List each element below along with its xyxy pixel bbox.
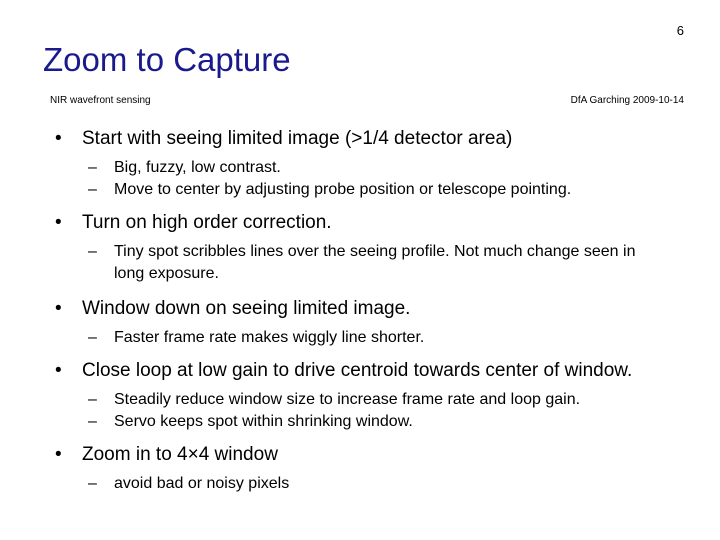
sub-item-text: avoid bad or noisy pixels <box>114 475 290 492</box>
bullet-item <box>55 209 695 285</box>
dash-mark: – <box>88 413 97 430</box>
bullet-item <box>55 357 695 433</box>
bullet-text: Turn on high order correction. <box>82 212 332 233</box>
sub-item-text: Move to center by adjusting probe position or telescope pointing. <box>114 181 572 198</box>
dash-mark: – <box>88 329 97 346</box>
sub-list <box>82 241 695 285</box>
bullet-mark: • <box>55 212 62 233</box>
bullet-item <box>55 125 695 201</box>
sub-item-text: Tiny spot scribbles lines over the seeing profile. Not much change seen in long exposure. <box>114 243 636 282</box>
sub-item <box>82 327 695 349</box>
sub-item-text: Servo keeps spot within shrinking window. <box>114 413 413 430</box>
dash-mark: – <box>88 475 97 492</box>
sub-list <box>82 389 695 433</box>
header-right-text: DfA Garching 2009-10-14 <box>570 95 684 106</box>
sub-item-text: Big, fuzzy, low contrast. <box>114 159 281 176</box>
bullet-mark: • <box>55 360 62 381</box>
dash-mark: – <box>88 181 97 198</box>
sub-list <box>82 327 695 349</box>
sub-list <box>82 473 695 495</box>
header-left-text: NIR wavefront sensing <box>50 95 151 106</box>
dash-mark: – <box>88 243 97 260</box>
bullet-text: Start with seeing limited image (>1/4 detector area) <box>82 128 513 149</box>
bullet-mark: • <box>55 444 62 465</box>
sub-item <box>82 179 695 201</box>
sub-item <box>82 389 695 411</box>
sub-item-text: Faster frame rate makes wiggly line shorter. <box>114 329 425 346</box>
sub-item <box>82 473 695 495</box>
sub-item <box>82 241 649 285</box>
bullet-text: Zoom in to 4×4 window <box>82 444 278 465</box>
sub-list <box>82 157 695 201</box>
bullet-mark: • <box>55 298 62 319</box>
bullet-list <box>55 125 695 495</box>
bullet-mark: • <box>55 128 62 149</box>
dash-mark: – <box>88 159 97 176</box>
dash-mark: – <box>88 391 97 408</box>
sub-item <box>82 157 695 179</box>
sub-item <box>82 411 695 433</box>
bullet-text: Close loop at low gain to drive centroid towards center of window. <box>82 360 633 381</box>
page-number: 6 <box>676 23 684 38</box>
slide-title: Zoom to Capture <box>43 41 291 78</box>
bullet-item <box>55 441 695 495</box>
bullet-text: Window down on seeing limited image. <box>82 298 411 319</box>
sub-item-text: Steadily reduce window size to increase frame rate and loop gain. <box>114 391 581 408</box>
bullet-item <box>55 295 695 349</box>
